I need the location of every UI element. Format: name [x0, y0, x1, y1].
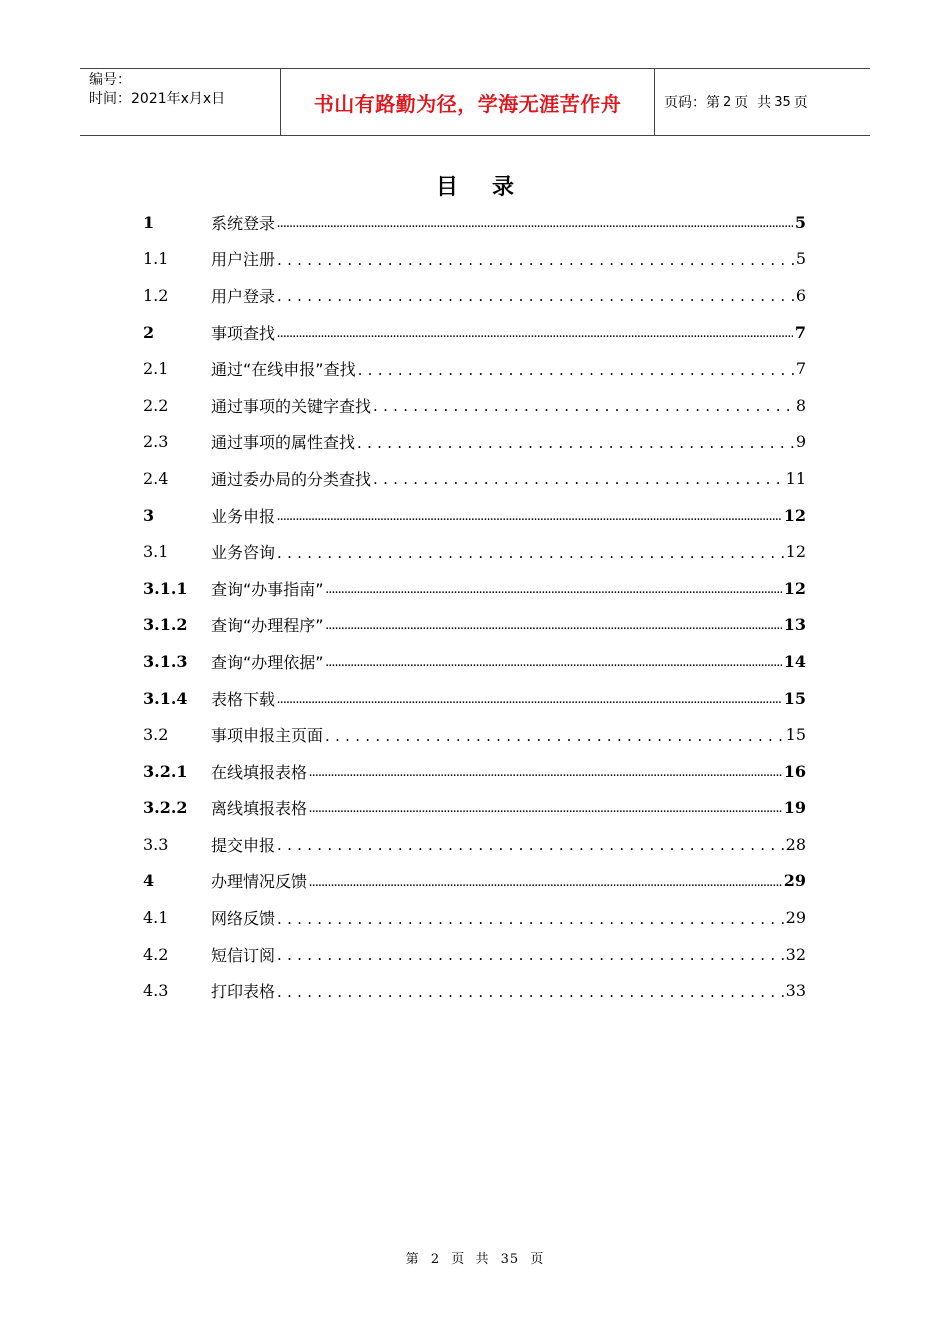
page-total: 35 [774, 94, 791, 110]
toc-entry-label: 提交申报 [211, 835, 276, 855]
toc-entry-page: 15 [783, 688, 806, 708]
toc-entry-number: 3.2.2 [143, 798, 188, 818]
toc-leader-dots [326, 622, 782, 634]
toc-entry-page: 19 [783, 798, 806, 818]
toc-leader-dots [326, 659, 782, 671]
toc-entry[interactable] [143, 460, 806, 497]
toc-entry-number: 1.2 [143, 285, 169, 305]
toc-entry-label: 系统登录 [211, 213, 276, 233]
toc-entry[interactable] [143, 899, 806, 936]
toc-leader-dots [277, 836, 784, 854]
toc-entry-page: 6 [795, 285, 806, 305]
toc-entry-label: 用户注册 [211, 250, 276, 270]
toc-entry-page: 29 [785, 908, 806, 928]
time-label: 时间：2021年x月x日 [89, 91, 226, 107]
toc-entry-page: 9 [795, 432, 806, 452]
toc-entry-label: 办理情况反馈 [211, 872, 308, 892]
toc-entry-page: 11 [785, 468, 806, 488]
toc-leader-dots [326, 586, 782, 598]
toc-entry-number: 4.3 [143, 981, 169, 1001]
toc-leader-dots [325, 727, 784, 745]
toc-entry[interactable] [143, 204, 806, 241]
toc-entry-number: 2.2 [143, 395, 169, 415]
toc-entry[interactable] [143, 424, 806, 461]
page-footer [0, 1248, 950, 1267]
toc-entry-label: 表格下载 [211, 689, 276, 709]
toc-entry[interactable] [143, 716, 806, 753]
toc-entry-number: 2.4 [143, 468, 169, 488]
toc-entry-page: 12 [785, 542, 806, 562]
toc-entry-label: 通过委办局的分类查找 [211, 469, 372, 489]
toc-entry-page: 7 [794, 322, 806, 342]
toc-entry-number: 1 [143, 212, 155, 232]
toc-leader-dots [373, 397, 794, 415]
toc-leader-dots [277, 251, 794, 269]
footer-suffix: 页 [530, 1252, 545, 1267]
toc-leader-dots [309, 879, 782, 891]
toc-entry-page: 13 [783, 615, 806, 635]
toc-entry[interactable] [143, 497, 806, 534]
footer-prefix: 第 [405, 1252, 420, 1267]
footer-current: 2 [430, 1252, 441, 1267]
toc-entry[interactable] [143, 790, 806, 827]
toc-entry-label: 查询“办理程序” [211, 616, 324, 636]
toc-entry[interactable] [143, 643, 806, 680]
toc-entry-label: 查询“办事指南” [211, 579, 324, 599]
toc-entry[interactable] [143, 936, 806, 973]
number-label: 编号： [89, 72, 131, 88]
toc-entry[interactable] [143, 607, 806, 644]
toc-leader-dots [373, 470, 784, 488]
toc-entry[interactable] [143, 826, 806, 863]
toc-entry-label: 通过“在线申报”查找 [211, 360, 356, 380]
toc-leader-dots [277, 983, 784, 1001]
toc-entry-page: 15 [785, 725, 806, 745]
toc-leader-dots [358, 361, 794, 379]
toc-entry[interactable] [143, 863, 806, 900]
toc-entry-number: 2.3 [143, 432, 169, 452]
toc-title: 目录 [435, 175, 548, 200]
toc-entry-number: 3.3 [143, 834, 169, 854]
toc-entry[interactable] [143, 277, 806, 314]
toc-entry-page: 5 [794, 212, 806, 232]
page-header [80, 68, 870, 136]
toc-entry-label: 在线填报表格 [211, 762, 308, 782]
table-of-contents [143, 204, 806, 1009]
toc-entry[interactable] [143, 350, 806, 387]
toc-entry-label: 业务申报 [211, 506, 276, 526]
toc-entry[interactable] [143, 570, 806, 607]
toc-leader-dots [277, 287, 794, 305]
page-prefix: 页码：第 [664, 95, 720, 111]
toc-entry-number: 4.2 [143, 944, 169, 964]
toc-entry-page: 29 [783, 871, 806, 891]
toc-entry-label: 业务咨询 [211, 543, 276, 563]
toc-entry-label: 通过事项的关键字查找 [211, 396, 372, 416]
toc-entry-label: 事项查找 [211, 323, 276, 343]
toc-entry[interactable] [143, 314, 806, 351]
toc-entry[interactable] [143, 972, 806, 1009]
toc-entry[interactable] [143, 387, 806, 424]
toc-leader-dots [309, 805, 782, 817]
toc-entry-page: 12 [783, 578, 806, 598]
toc-entry[interactable] [143, 753, 806, 790]
toc-entry-label: 离线填报表格 [211, 799, 308, 819]
toc-entry-page: 28 [785, 834, 806, 854]
toc-leader-dots [357, 434, 794, 452]
toc-entry-number: 3.1.3 [143, 651, 188, 671]
toc-entry[interactable] [143, 680, 806, 717]
toc-entry-number: 4 [143, 871, 155, 891]
page-suffix: 页 [793, 95, 808, 111]
toc-entry-page: 14 [783, 651, 806, 671]
toc-leader-dots [277, 910, 784, 928]
toc-leader-dots [277, 513, 782, 525]
toc-entry-number: 2 [143, 322, 155, 342]
header-page-info [655, 69, 870, 135]
header-motto: 书山有路勤为径，学海无涯苦作舟 [281, 69, 655, 135]
toc-entry-page: 16 [783, 761, 806, 781]
toc-entry-page: 8 [795, 395, 806, 415]
footer-mid: 页 共 [451, 1252, 490, 1267]
toc-entry-page: 12 [783, 505, 806, 525]
toc-entry-label: 查询“办理依据” [211, 652, 324, 672]
footer-total: 35 [500, 1252, 520, 1267]
toc-entry-number: 3.1.2 [143, 615, 188, 635]
toc-entry-page: 32 [785, 944, 806, 964]
toc-entry-number: 3.2.1 [143, 761, 188, 781]
toc-entry-number: 3.1.4 [143, 688, 188, 708]
toc-leader-dots [277, 330, 793, 342]
toc-entry-label: 打印表格 [211, 982, 276, 1002]
toc-entry-number: 2.1 [143, 359, 169, 379]
toc-entry-number: 3 [143, 505, 155, 525]
toc-entry-label: 用户登录 [211, 286, 276, 306]
toc-entry-label: 短信订阅 [211, 945, 276, 965]
toc-entry-page: 33 [785, 981, 806, 1001]
toc-leader-dots [277, 220, 793, 232]
toc-entry-label: 通过事项的属性查找 [211, 433, 356, 453]
toc-entry[interactable] [143, 533, 806, 570]
header-meta [80, 69, 281, 135]
toc-entry-number: 3.1.1 [143, 578, 188, 598]
toc-entry-number: 1.1 [143, 249, 169, 269]
toc-leader-dots [277, 946, 784, 964]
toc-leader-dots [277, 544, 784, 562]
toc-leader-dots [309, 769, 782, 781]
toc-entry-label: 事项申报主页面 [211, 726, 324, 746]
page-mid: 页 共 [734, 95, 772, 111]
toc-entry-page: 5 [795, 249, 806, 269]
page-current: 2 [723, 94, 732, 110]
toc-leader-dots [277, 696, 782, 708]
toc-entry-label: 网络反馈 [211, 909, 276, 929]
toc-entry-number: 4.1 [143, 908, 169, 928]
toc-entry-number: 3.1 [143, 542, 169, 562]
toc-entry-page: 7 [795, 359, 806, 379]
toc-entry[interactable] [143, 241, 806, 278]
toc-entry-number: 3.2 [143, 725, 169, 745]
